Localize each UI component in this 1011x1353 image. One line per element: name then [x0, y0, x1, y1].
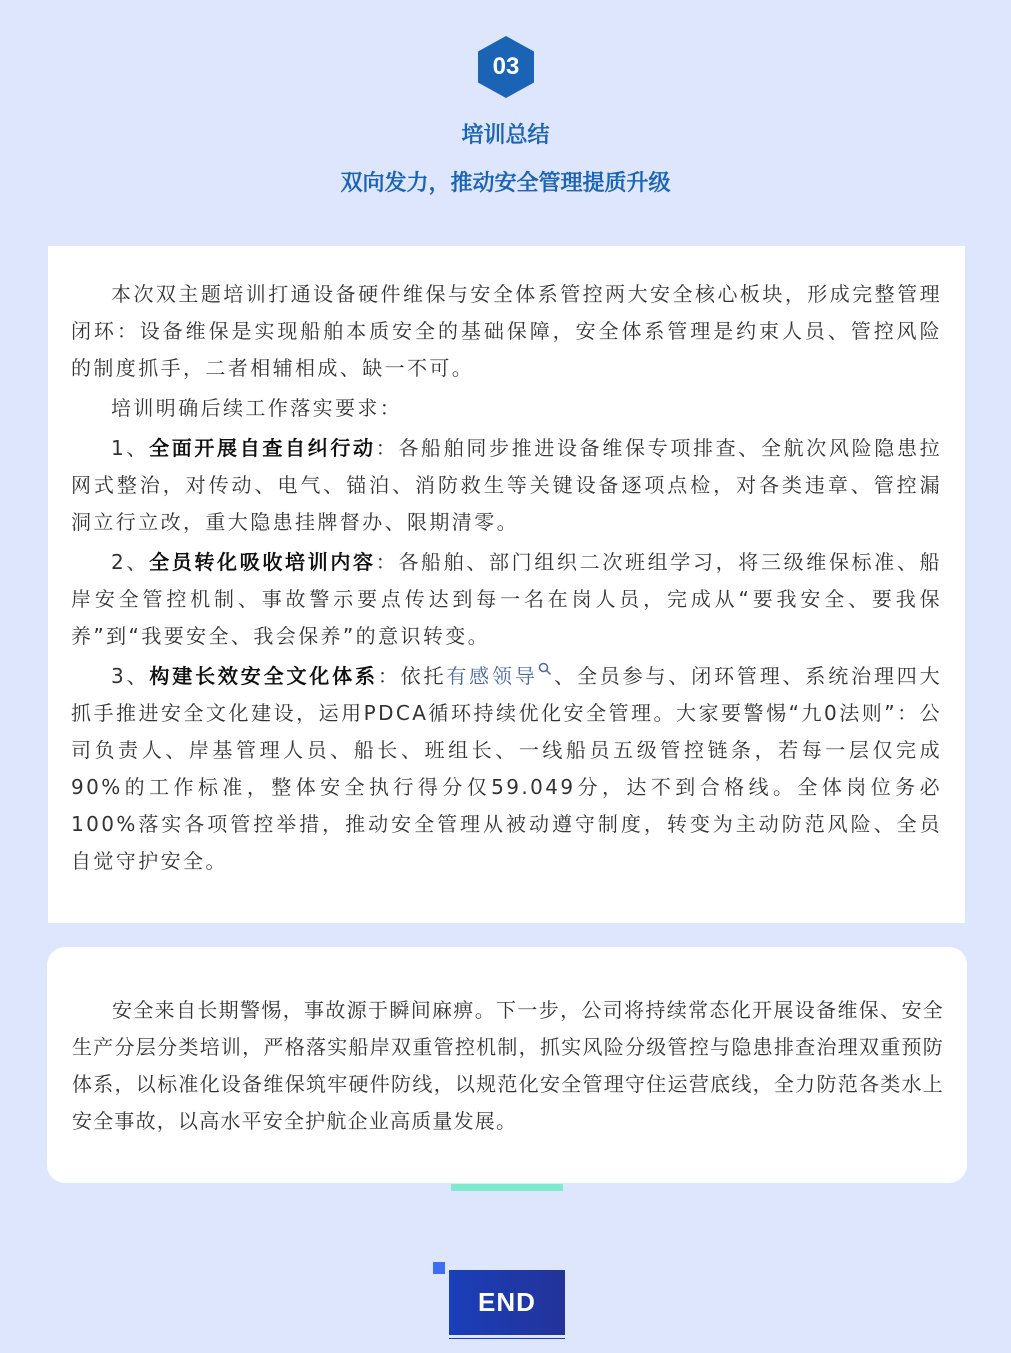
- section-subtitle: 双向发力，推动安全管理提质升级: [340, 171, 671, 196]
- search-link[interactable]: 有感领导: [446, 664, 538, 688]
- section-title: 培训总结: [461, 123, 550, 148]
- outlook-card: [47, 947, 967, 1183]
- item-heading: 全面开展自查自纠行动: [149, 436, 376, 460]
- item-text: ：各船舶、部门组织二次班组学习，将三级维保标准、船岸安全管控机制、事故警示要点传达到每一名在岗人员，完成从“要我安全、要我保养”到“我要安全、我会保养”的意识转变。: [71, 550, 943, 648]
- item-heading: 构建长效安全文化体系: [149, 664, 378, 688]
- search-icon[interactable]: [538, 662, 552, 676]
- item-text: 、全员参与、闭环管理、系统治理四大抓手推进安全文化建设，运用PDCA循环持续优化安全管理。大家要警惕“九0法则”：公司负责人、岸基管理人员、船长、班组长、一线船员五级管控链条，若每一层仅完成90%的工作标准，整体安全执行得分仅59.049分，达不到合格线。全体岗位务必100%落实各项管控举措，推动安全管理从被动遵守制度，转变为主动防范风险、全员自觉守护安全。: [71, 664, 943, 873]
- item-number: 3、: [111, 664, 150, 688]
- requirements-intro: 培训明确后续工作落实要求：: [111, 396, 403, 420]
- item-heading: 全员转化吸收培训内容: [149, 550, 376, 574]
- intro-paragraph: 本次双主题培训打通设备硬件维保与安全体系管控两大安全核心板块，形成完整管理闭环：设备维保是实现船舶本质安全的基础保障，安全体系管理是约束人员、管控风险的制度抓手，二者相辅相成、缺一不可。: [71, 282, 942, 380]
- requirement-item-1: [71, 430, 942, 541]
- section-number-badge: [476, 34, 536, 100]
- outlook-card-content: [72, 992, 944, 1143]
- decorative-square: [433, 1262, 445, 1274]
- end-underline: [449, 1338, 565, 1339]
- summary-card-content: [71, 276, 942, 883]
- item-text: ：各船舶同步推进设备维保专项排查、全航次风险隐患拉网式整治，对传动、电气、锚泊、消防救生等关键设备逐项点检，对各类违章、管控漏洞立行立改，重大隐患挂牌督办、限期清零。: [71, 436, 943, 534]
- item-number: 1、: [111, 436, 150, 460]
- requirement-item-3: [71, 658, 942, 880]
- end-badge: END: [449, 1270, 565, 1335]
- outlook-paragraph: 安全来自长期警惕，事故源于瞬间麻痹。下一步，公司将持续常态化开展设备维保、安全生产分层分类培训，严格落实船岸双重管控机制，抓实风险分级管控与隐患排查治理双重预防体系，以标准化设备维保筑牢硬件防线，以规范化安全管理守住运营底线，全力防范各类水上安全事故，以高水平安全护航企业高质量发展。: [72, 998, 944, 1133]
- summary-card: [48, 246, 965, 923]
- section-number: 03: [492, 53, 520, 80]
- item-text-pre: ：依托: [377, 664, 447, 688]
- decorative-divider: [451, 1184, 563, 1191]
- requirement-item-2: [71, 544, 942, 655]
- item-number: 2、: [111, 550, 150, 574]
